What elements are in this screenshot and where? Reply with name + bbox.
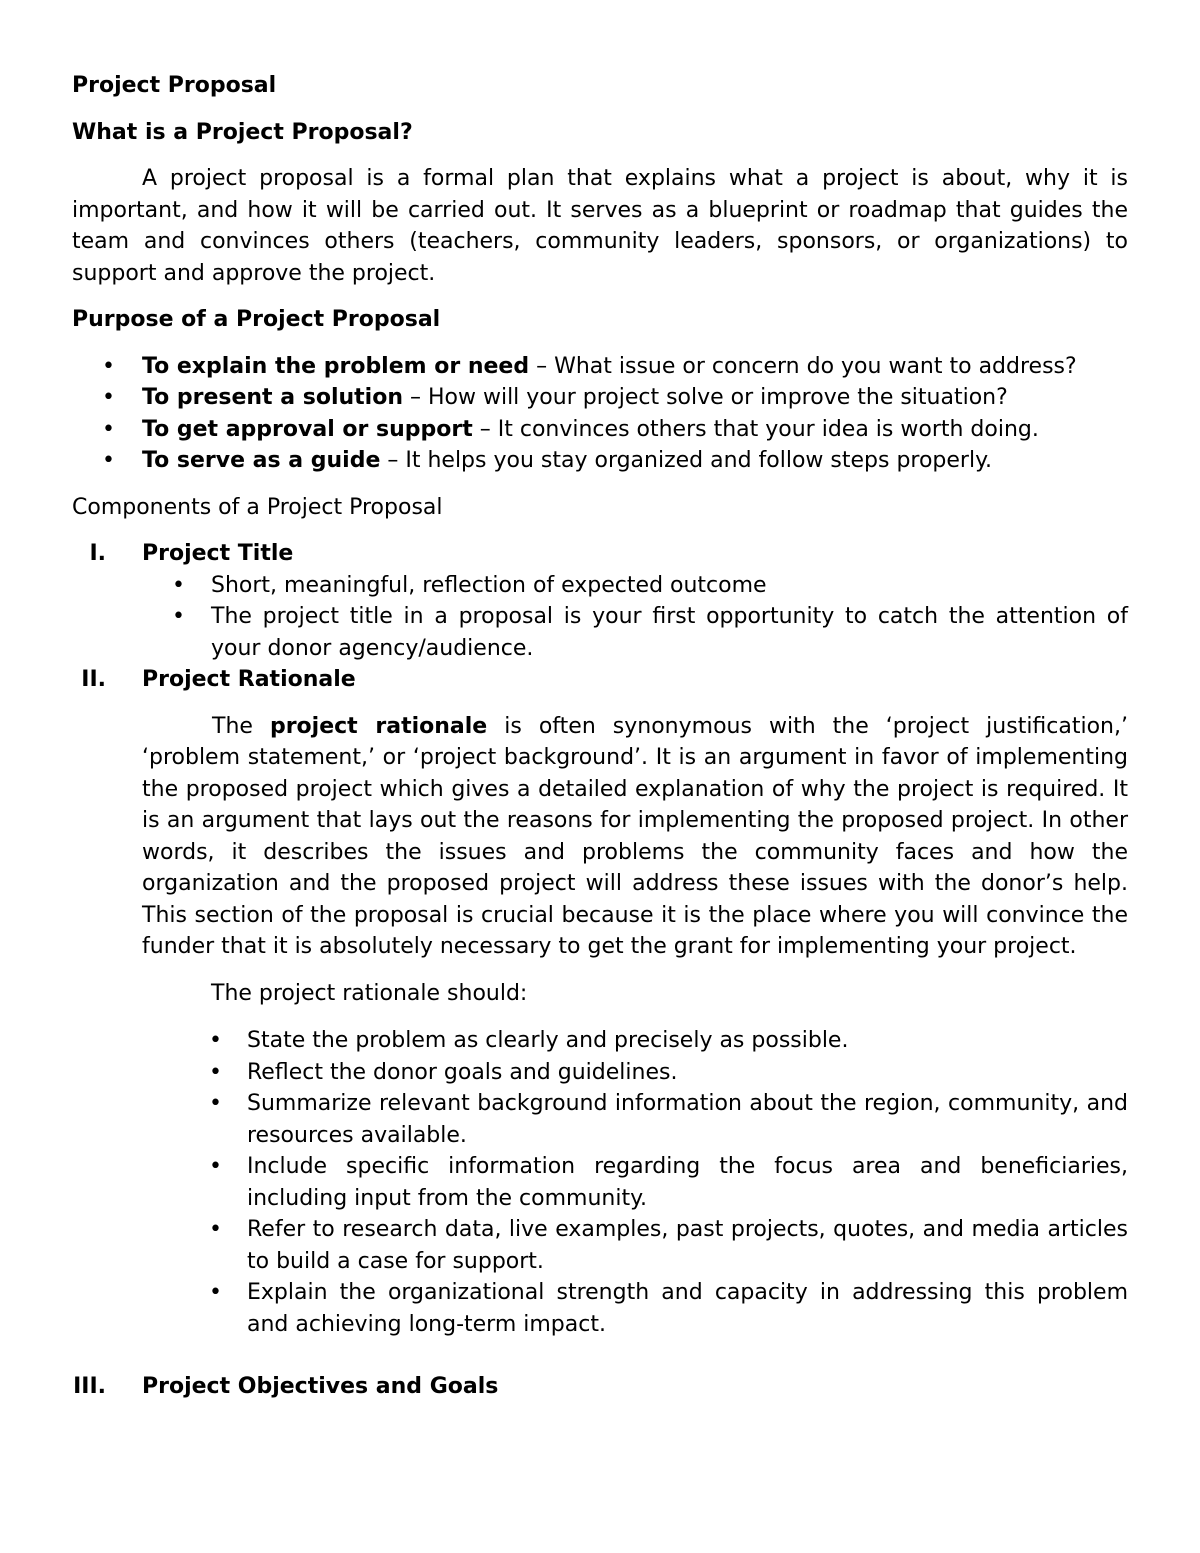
list-item: [72, 1088, 1128, 1151]
title-bullet-text: Short, meaningful, reflection of expected outcome: [211, 572, 767, 598]
bullet-icon: •: [209, 1091, 222, 1116]
list-item: [72, 601, 1128, 664]
should-item-text: Reflect the donor goals and guidelines.: [247, 1059, 678, 1085]
section-heading: [72, 538, 1128, 570]
bullet-icon: •: [102, 448, 115, 473]
purpose-item-bold: To explain the problem or need: [142, 353, 530, 379]
what-heading: What is a Project Proposal?: [72, 119, 413, 145]
list-item: [72, 382, 1128, 414]
bullet-icon: •: [209, 1154, 222, 1179]
purpose-item-text: – How will your project solve or improve the situation?: [402, 385, 1008, 410]
should-item-text: Summarize relevant background information about the region, community, and resources available.: [247, 1091, 1128, 1148]
list-item: [72, 1151, 1128, 1214]
bullet-icon: •: [172, 572, 185, 598]
rationale-should-intro: The project rationale should:: [211, 980, 528, 1006]
should-item-text: State the problem as clearly and precisely as possible.: [247, 1028, 849, 1053]
bullet-icon: •: [209, 1059, 222, 1085]
purpose-list: [72, 351, 1128, 477]
bullet-icon: •: [209, 1217, 222, 1242]
list-item: [72, 1277, 1128, 1340]
list-item: [72, 1025, 1128, 1057]
section-number: I.: [89, 541, 106, 566]
should-item-text: Include specific information regarding the focus area and beneficiaries, including input from the community.: [247, 1154, 1128, 1211]
section-heading: [72, 664, 1128, 696]
components-label: Components of a Project Proposal: [72, 494, 443, 520]
purpose-item-text: – It helps you stay organized and follow steps properly.: [380, 448, 992, 473]
bullet-icon: •: [172, 604, 185, 629]
section-number: III.: [73, 1374, 106, 1399]
purpose-heading: Purpose of a Project Proposal: [72, 307, 441, 332]
should-item-text: Refer to research data, live examples, past projects, quotes, and media articles to build a case for support.: [247, 1217, 1128, 1274]
title-bullet-text: The project title in a proposal is your first opportunity to catch the attention of your donor agency/audience.: [211, 604, 1128, 661]
should-item-text: Explain the organizational strength and capacity in addressing this problem and achieving long-term impact.: [247, 1280, 1128, 1337]
document-title: Project Proposal: [72, 73, 277, 98]
bullet-icon: •: [209, 1028, 222, 1053]
purpose-item-bold: To get approval or support: [142, 416, 473, 442]
list-item: [72, 1057, 1128, 1089]
rationale-pre: The: [212, 713, 270, 739]
section-number: II.: [81, 667, 106, 692]
rationale-bold: project rationale: [269, 713, 488, 739]
bullet-icon: •: [102, 416, 115, 442]
intro-paragraph: A project proposal is a formal plan that explains what a project is about, why it is important, and how it will be carried out. It serves as a blueprint or roadmap that guides the team and convinces others (teachers, community leaders, sponsors, or organizations) to support and approve the project.: [72, 166, 1128, 286]
purpose-item-bold: To serve as a guide: [142, 448, 381, 473]
purpose-item-bold: To present a solution: [142, 385, 403, 410]
purpose-item-text: – What issue or concern do you want to address?: [529, 353, 1077, 379]
rationale-paragraph: [72, 711, 1128, 963]
section-heading: [72, 1371, 1128, 1403]
bullet-icon: •: [209, 1280, 222, 1305]
list-item: [72, 570, 1128, 602]
rationale-post: is often synonymous with the ‘project justification,’ ‘problem statement,’ or ‘project background’. It is an argument in favor of implementing the proposed project which gives a detailed explanation of why the project is required. It is an argument that lays out the reasons for implementing the proposed project. In other words, it describes the issues and problems the community faces and how the organization and the proposed project will address these issues with the donor’s help. This section of the proposal is crucial because it is the place where you will convince the funder that it is absolutely necessary to get the grant for implementing your project.: [142, 713, 1128, 959]
section-title: Project Title: [142, 541, 294, 566]
list-item: [72, 351, 1128, 383]
bullet-icon: •: [102, 353, 115, 379]
list-item: [72, 414, 1128, 446]
section-title: Project Rationale: [142, 667, 356, 692]
section-title: Project Objectives and Goals: [142, 1374, 499, 1399]
purpose-item-text: – It convinces others that your idea is worth doing.: [472, 416, 1039, 442]
list-item: [72, 445, 1128, 477]
list-item: [72, 1214, 1128, 1277]
bullet-icon: •: [102, 385, 115, 410]
